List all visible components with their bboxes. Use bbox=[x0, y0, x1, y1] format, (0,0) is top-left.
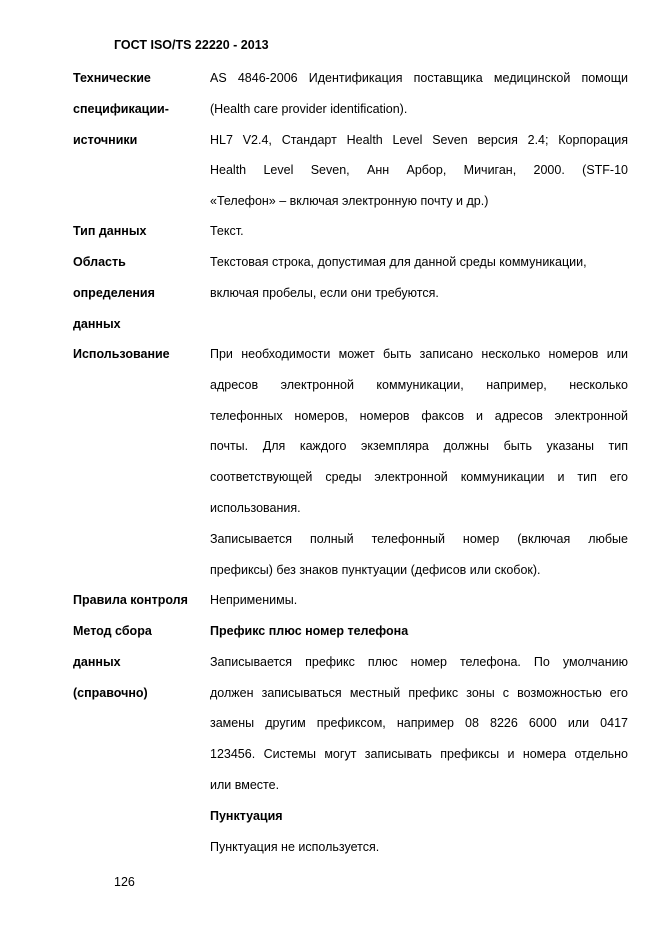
content-usage bbox=[210, 339, 628, 585]
content-collection-method bbox=[210, 616, 628, 862]
label-validation-rules bbox=[73, 585, 201, 616]
text-line: Текстовая строка, допустимая для данной среды коммуникации, bbox=[210, 255, 587, 269]
text-line: использования. bbox=[210, 500, 301, 515]
content-validation-rules bbox=[210, 585, 628, 616]
subheading-prefix-phone: Префикс плюс номер телефона bbox=[210, 624, 409, 638]
label-tech-specs bbox=[73, 63, 201, 155]
text-line: При необходимости может быть записано несколько номеров или bbox=[210, 347, 628, 361]
text-line: включая пробелы, если они требуются. bbox=[210, 285, 439, 300]
label-word: Метод bbox=[73, 624, 112, 638]
text-line: должен записываться местный префикс зоны с возможностью его bbox=[210, 685, 628, 700]
label-collection-method bbox=[73, 616, 201, 708]
label-line: спецификации- bbox=[73, 101, 169, 116]
subheading-punctuation: Пунктуация bbox=[210, 808, 283, 823]
text-line: (Health care provider identification). bbox=[210, 101, 408, 116]
content-data-type bbox=[210, 216, 628, 247]
label-usage bbox=[73, 339, 201, 370]
text-line: Текст. bbox=[210, 224, 244, 238]
text-line: «Телефон» – включая электронную почту и др.) bbox=[210, 194, 489, 209]
text-line: Пунктуация не используется. bbox=[210, 839, 380, 854]
label-domain bbox=[73, 247, 201, 339]
text-line: или вместе. bbox=[210, 777, 280, 792]
label-line: данных bbox=[73, 654, 121, 669]
text-line: AS 4846-2006 Идентификация поставщика медицинской помощи bbox=[210, 71, 628, 85]
content-tech-specs bbox=[210, 63, 628, 217]
label-line: Тип данных bbox=[73, 224, 147, 238]
text-line: почты. Для каждого экземпляра должны быть указаны тип bbox=[210, 439, 628, 454]
text-line: HL7 V2.4, Стандарт Health Level Seven версия 2.4; Корпорация bbox=[210, 132, 628, 147]
document-header: ГОСТ ISO/TS 22220 - 2013 bbox=[114, 38, 269, 52]
label-line: Правила контроля bbox=[73, 593, 188, 607]
label-line: данных bbox=[73, 316, 121, 331]
label-line: источники bbox=[73, 132, 138, 147]
text-line: 123456. Системы могут записывать префиксы и номера отдельно bbox=[210, 747, 628, 762]
text-line: префиксы) без знаков пунктуации (дефисов или скобок). bbox=[210, 562, 541, 577]
text-line: замены другим префиксом, например 08 8226 6000 или 0417 bbox=[210, 716, 628, 731]
label-line: Использование bbox=[73, 347, 170, 361]
label-line: (справочно) bbox=[73, 685, 148, 700]
page-number: 126 bbox=[114, 875, 135, 889]
label-line bbox=[73, 616, 201, 647]
label-line: определения bbox=[73, 285, 155, 300]
label-line: Технические bbox=[73, 71, 151, 85]
text-line: Health Level Seven, Анн Арбор, Мичиган, 2000. (STF-10 bbox=[210, 163, 628, 178]
text-line: Записывается полный телефонный номер (включая любые bbox=[210, 531, 628, 546]
label-word: сбора bbox=[115, 624, 152, 638]
text-line: адресов электронной коммуникации, например, несколько bbox=[210, 377, 628, 392]
text-line: Записывается префикс плюс номер телефона. По умолчанию bbox=[210, 654, 628, 669]
text-line: Неприменимы. bbox=[210, 593, 298, 607]
text-line: телефонных номеров, номеров факсов и адресов электронной bbox=[210, 408, 628, 423]
text-line: соответствующей среды электронной коммуникации и тип его bbox=[210, 470, 628, 485]
label-data-type bbox=[73, 216, 201, 247]
content-domain bbox=[210, 247, 628, 309]
label-line: Область bbox=[73, 255, 126, 269]
